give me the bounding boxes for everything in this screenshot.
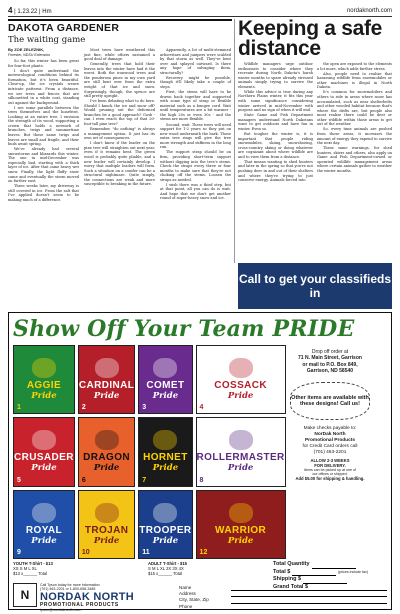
shipping-label: Shipping $ [273,576,302,582]
article-headline: Keeping a safe distance [238,17,383,60]
ad-title: Show Off Your Team PRIDE [13,316,355,342]
other-items-callout: Other items are available with these designs! Call us! [290,382,370,420]
paragraph: The support strap should be on firm, providing short-term support without digging into the tree's stems. Check the straps every three or four months to make sure that they're not choking off the stems. Loosen the straps as needed. [160,150,231,182]
paragraph: Remember, "do nothing" is always a management option. It just has its own set of consequences. [84,127,155,141]
pride-word: Pride [93,535,120,546]
payment-info [273,426,387,456]
team-name: TROOPER [139,524,192,536]
team-name: WARRIOR [215,524,267,536]
team-name: CRUSADER [14,452,74,464]
design-tile-7[interactable] [138,417,192,486]
payment-line: Make checks payable to: [303,426,357,432]
nordak-logo-icon: N [13,583,37,607]
mail-address: or mail to P.O. Box 849, [302,361,358,368]
mascot-icon [153,430,177,450]
youth-total-field[interactable]: $13 x______ Total [13,571,48,577]
shipping-note: Add $5.00 for shipping & handling. [295,475,365,481]
mascot-icon [229,430,253,450]
tax-note: (prices include tax) [337,569,369,574]
paragraph: Most trees have weathered this just fine, while others sustained a good deal of damage. [84,48,155,62]
pride-word: Pride [31,463,57,474]
field-label: Phone [179,603,193,609]
credit-card-phone: (701) 463-2201 [313,450,347,456]
dakota-gardener-article [8,19,232,263]
mascot-icon [229,358,253,378]
paragraph: But tougher the winter is, it is important that people riding snowmobiles, skiing, snowshoeing, cross-country skiing or doing whatever are cognizant about where wildlife are and to view them from a distance. [238,131,313,159]
design-grid [13,345,285,559]
design-tile-6[interactable] [78,417,135,486]
design-tile-3[interactable] [138,345,192,414]
team-name: ROYAL [25,524,62,536]
text-column-2 [84,48,155,203]
pride-word: Pride [93,391,120,402]
page-header [8,5,392,17]
company-block [13,583,173,612]
pride-word: Pride [227,463,254,474]
paragraph: Three weeks later, my driveway is still covered in ice. From the salt that I've applied doesn't seem to be making much of a difference. [8,184,79,202]
classifieds-banner: Call to get your classifieds in [238,263,392,309]
field-input[interactable] [231,599,387,604]
phone-numbers: (701) 463-2201 or 1-800-658-3485 [40,587,96,592]
fine-line: Items can be picked up at one of [304,468,356,472]
mascot-icon [153,358,177,378]
design-tile-11[interactable] [138,490,192,559]
credit-card-line: for Credit Card orders call [302,444,358,450]
paragraph: I don't quite understand the meteorological conditions behind its formation, but it's been beautiful. Close-up, the ice crystals weave intricate patterns. From a distance, we see trees and fences that are silhouetted in a white coat, standing out against the background. [8,68,79,105]
paragraph: the open are exposed to the elements a lot more, which adds further stress. [317,62,392,71]
keeping-distance-article [238,19,392,263]
team-name: AGGIE [26,380,62,392]
fine-line: our offices or shipped. [312,472,348,477]
pride-word: Pride [152,463,179,474]
design-tile-2[interactable] [78,345,135,414]
pride-word: Pride [227,391,254,402]
paragraph: It's common for snowmobilers and others to ride in areas where snow has accumulated, such as near shelterbelts and other wooded habitat because that's where the drifts are, but people also must realize there could be deer or other wildlife within those areas to get out of the weather. [317,90,392,127]
design-number: 2 [81,404,86,412]
issue-date: | 1.23.22 | Hm [14,9,52,15]
mascot-icon [153,503,177,523]
text-column-2 [317,62,392,183]
text-column-1 [238,62,313,183]
paragraph: Recovery might be possible, though it'll likely take a couple of steps. [160,75,231,89]
field-input[interactable] [231,583,387,591]
team-name: ROLLERMASTER [196,452,285,464]
paragraph: I wish there was a third step, but at that point, all you can do is wait. And hope that we don't get another round of super-heavy snow and ice. [160,182,231,201]
youth-shirt-block [13,561,133,581]
grand-total-label: Grand Total $ [273,583,309,590]
pride-word: Pride [227,535,254,546]
paragraph: We've already had several snowstorms and blizzards this winter. The one in mid-December was especially bad, starting with a thick layer of ice. After that came heavy wet snow. Finally, the light fluffy snow came and eventually the storm moved on further east. [8,147,79,184]
page-number: 4 [8,6,13,15]
adult-shirt-block [148,561,268,581]
design-tile-9[interactable] [13,490,75,559]
paragraph: Also, people need to realize that harassing wildlife from snowmobiles or other machines is illegal in North Dakota. [317,71,392,90]
paragraph: These same warnings, for shed hunters, skiers and others, also apply on Game and Fish Department-owned or operated wildlife management areas where certain animals gather to weather the winter months. [317,146,392,173]
team-name: TROJAN [84,524,129,536]
paragraph: Wildlife managers urge outdoor enthusiasts to consider where they recreate during North Dakota's harsh winter months to spare already stressed animals simply trying to survive the elements. [238,62,313,89]
paragraph: That means wanting to shed hunters and later in the spring so that you're not pushing deer in and out of their shelters and where they're trying to just conserve energy. Animals forced into [238,159,313,183]
youth-shirt-label: YOUTH T-Shirt - $13 [13,561,53,566]
dropoff-info [273,349,387,374]
ad-info-column [273,317,387,517]
delivery-fine-print [273,459,387,481]
paragraph: I've been debating what to do here. Should I knock the ice and snow off? Would pruning out the deformed branches be a good approach? Gosh - can I even reach the top of that 20-foot-tall pine tree? [84,99,155,126]
text-column-3 [160,48,231,203]
site-name: nordaknorth.com [346,7,392,14]
mascot-icon [32,430,56,450]
paragraph: Generally, trees that hold their leaves into the winter have had it the worst. Both the ironwood trees and the ponderosa pines in my own yard are still bent over from the extra weight of that ice and snow. Surprisingly, though, the spruce are still pretty upright. [84,62,155,99]
field-label: City, State, Zip [179,597,209,603]
design-number: 6 [81,476,86,484]
mascot-icon [95,358,119,378]
paragraph: So, every time animals are pushed from those areas, it increases the amount of energy they expend to survive the next day. [317,127,392,146]
paragraph: So far, this winter has been great for four-foot plants. [8,59,79,68]
paragraph: While this advice is true during any Northern Plains winter, it fits this year with some significance considering winter arrived in mid-November with purpose and no sign of when it will end. [238,89,313,113]
team-name: DRAGON [83,452,130,464]
design-number: 11 [142,549,150,556]
fine-line: ALLOW 2-3 WEEKS [310,458,350,464]
column-title: DAKOTA GARDENER [8,19,232,34]
byline-role: Forester, NDSU Extension [8,52,51,57]
field-label: Name [179,585,192,590]
mascot-icon [95,430,119,450]
design-number: 7 [142,476,147,484]
total-quantity-label: Total Quantity [273,561,310,567]
paragraph: Apparently, a lot of multi-stemmed arborvitaes and junipers were scalded by that storm as well. They've bent over and splayed outward. Is there any hope of salvaging them, structurally? [160,48,231,75]
form-row [179,604,387,610]
customer-info-fields [179,585,387,610]
paragraph: I don't know if the leader on the pine tree will straighten out next year, even if it remains bent. The green wood is probably quite pliable, and a new leader will certainly develop. I worry that multiple leaders will form. Such a situation on a conifer can be a structural nightmare. Quite simply, the connections are weak and more susceptible to breaking in the future. [84,141,155,187]
design-tile-5[interactable] [13,417,75,486]
dropoff-address: 71 N. Main Street, Garrison [298,355,362,362]
article-subtitle: The waiting game [8,35,86,45]
design-tile-1[interactable] [13,345,75,414]
column-paragraphs [8,59,79,202]
company-tagline: PROMOTIONAL PRODUCTS [40,601,119,608]
column-divider [234,19,235,263]
paragraph: State Game and Fish Department managers understand North Dakotans want to get outdoors and have fun in winter. Even so. [238,113,313,131]
mascot-icon [32,358,56,378]
team-name: HORNET [143,452,188,464]
field-label: Address [179,591,196,597]
pride-word: Pride [31,535,57,546]
mail-city: Garrison, ND 58540 [306,367,354,374]
adult-total-field[interactable]: $15 x______ Total [148,571,183,577]
fine-line: FOR DELIVERY. [314,462,346,468]
team-name: CARDINAL [78,380,135,392]
adult-shirt-label: ADULT T-Shirt - $15 [148,561,188,566]
company-email: tyson@nordaknorth.com [40,607,82,612]
payee-name: NorDak North [314,432,346,438]
total-label: Total $ [273,568,291,575]
design-number: 4 [199,404,204,412]
design-number: 9 [17,549,21,556]
design-tile-10[interactable] [78,490,135,559]
team-pride-ad [8,312,392,610]
team-name: COMET [146,380,185,392]
mascot-icon [229,503,253,523]
adult-sizes[interactable]: S M L XL 2X 3X 4X [148,566,184,572]
mascot-icon [95,503,119,523]
design-number: 8 [199,476,204,484]
design-number: 10 [81,549,90,556]
paragraph: Second, wait. These trees will need support for 1-2 years so they put on new wood underneath the bark. Those extra tree rings will give the tree more strength and stiffness in the long run. [160,122,231,150]
youth-sizes[interactable]: XS S M L XL [13,566,37,572]
design-number: 1 [17,404,21,412]
design-number: 5 [17,476,21,484]
field-input[interactable] [231,605,387,610]
design-number: 3 [142,404,147,412]
byline: By ZOE ZELEZNIK, [8,47,45,52]
paragraph: I see some parallels between the trees themselves and the hoarfrost. Looking at an entire tree, I envision the strength of its wood, supporting a crown that holds a network of branches, twigs and summertime leaves. But those same twigs and leaves are small and fragile, and their buds await spring. [8,105,79,147]
paragraph: First, the stems will have to be drawn back together and supported with some type of strap or flexible material such as a bungee cord. Wait until temperatures are a bit warmer - the high 20s or even 30s - and the stems are more flexible. [160,90,231,122]
dropoff-line: Drop off order at [311,349,349,355]
team-name: COSSACK [214,380,268,392]
pride-word: Pride [152,391,179,402]
text-column-1 [8,48,79,203]
pride-word: Pride [152,535,179,546]
company-name: NORDAK NORTH [40,590,135,603]
payee-name-2: Promotional Products [304,438,356,444]
field-input[interactable] [231,592,387,597]
pride-word: Pride [93,463,120,474]
pride-word: Pride [31,391,57,402]
shirt-order-options [13,561,268,581]
call-line: Call Tyson today for more information [40,583,100,587]
mascot-icon [32,503,56,523]
design-number: 12 [199,549,208,556]
